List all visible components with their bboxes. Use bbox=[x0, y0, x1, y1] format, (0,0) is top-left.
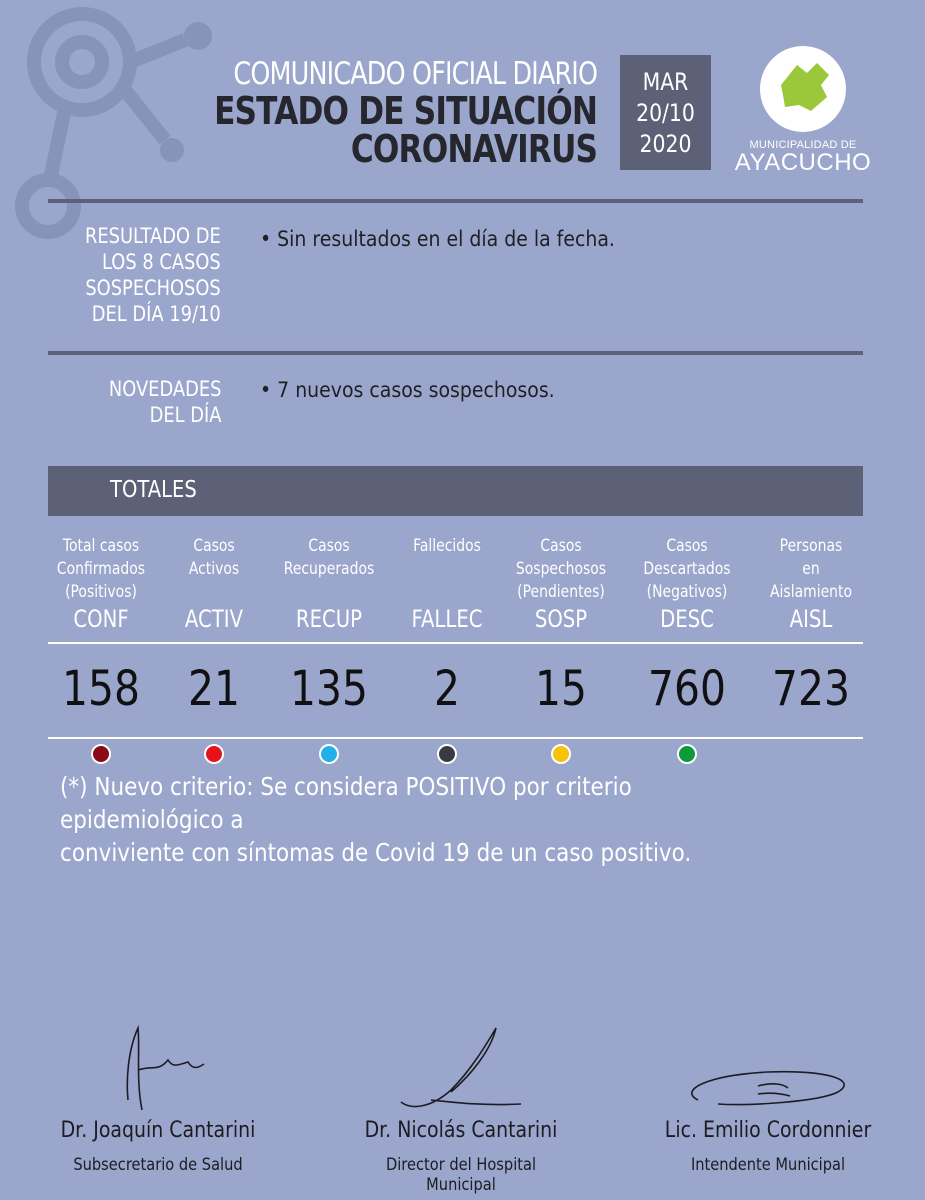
signatory-name: Dr. Joaquín Cantarini bbox=[60, 1118, 256, 1143]
date-day: MAR bbox=[642, 68, 689, 96]
signature-2 bbox=[391, 1020, 531, 1120]
signatory-role: Intendente Municipal bbox=[690, 1155, 846, 1175]
stat-value: 723 bbox=[772, 661, 850, 717]
criteria-note: (*) Nuevo criterio: Se considera POSITIVO por criterio epidemiológico a conviviente con síntomas de Covid 19 de un caso positivo. bbox=[60, 772, 692, 867]
divider bbox=[48, 737, 863, 739]
status-dot bbox=[204, 744, 224, 764]
status-dot bbox=[551, 744, 571, 764]
stat-value: 2 bbox=[434, 661, 460, 717]
divider bbox=[48, 199, 863, 203]
page-title bbox=[213, 56, 598, 171]
stat-value: 158 bbox=[62, 661, 140, 717]
title-line-3: CORONAVIRUS bbox=[350, 127, 597, 171]
status-dot bbox=[437, 744, 457, 764]
signature-1 bbox=[98, 1020, 218, 1120]
signatory-role: Subsecretario de Salud bbox=[73, 1155, 243, 1175]
date-date: 20/10 bbox=[636, 99, 695, 127]
municipality-logo bbox=[733, 45, 873, 175]
status-dot bbox=[677, 744, 697, 764]
signatory-2 bbox=[331, 1020, 591, 1195]
stat-abbreviation: RECUP bbox=[295, 605, 363, 633]
stat-abbreviation: ACTIV bbox=[184, 605, 244, 633]
date-box bbox=[620, 55, 711, 170]
stat-description: Total casos Confirmados (Positivos) bbox=[56, 536, 146, 602]
signatory-1 bbox=[28, 1020, 288, 1175]
stat-abbreviation: CONF bbox=[73, 605, 129, 633]
municipality-logo-icon bbox=[759, 45, 847, 133]
signatory-3 bbox=[638, 1020, 898, 1175]
status-dot bbox=[319, 744, 339, 764]
stat-description: Casos Sospechosos (Pendientes) bbox=[515, 536, 607, 602]
signatory-name: Dr. Nicolás Cantarini bbox=[364, 1118, 558, 1143]
divider bbox=[48, 351, 863, 355]
date-year: 2020 bbox=[639, 130, 692, 158]
stat-recup bbox=[269, 535, 389, 764]
stat-conf bbox=[41, 535, 161, 764]
stat-abbreviation: AISL bbox=[789, 605, 833, 633]
logo-text-top: MUNICIPALIDAD DE bbox=[749, 139, 857, 151]
title-line-1: COMUNICADO OFICIAL DIARIO bbox=[233, 56, 598, 92]
stat-description: Casos Activos bbox=[188, 536, 240, 579]
totals-title: TOTALES bbox=[110, 477, 197, 503]
stat-description: Fallecidos bbox=[413, 536, 481, 556]
stat-desc bbox=[627, 535, 747, 764]
divider bbox=[48, 642, 863, 644]
title-line-2: ESTADO DE SITUACIÓN bbox=[213, 89, 597, 133]
signature-3 bbox=[668, 1020, 868, 1120]
stat-aisl bbox=[751, 535, 871, 721]
stat-activ bbox=[154, 535, 274, 764]
stat-abbreviation: FALLEC bbox=[411, 605, 483, 633]
stat-sosp bbox=[501, 535, 621, 764]
stat-abbreviation: SOSP bbox=[534, 605, 588, 633]
stat-abbreviation: DESC bbox=[660, 605, 714, 633]
stat-value: 135 bbox=[290, 661, 368, 717]
signatory-name: Lic. Emilio Cordonnier bbox=[664, 1118, 872, 1143]
stat-value: 21 bbox=[188, 661, 240, 717]
section-label-news: NOVEDADES DEL DÍA bbox=[108, 377, 221, 427]
stat-value: 760 bbox=[648, 661, 726, 717]
section-label-results: RESULTADO DE LOS 8 CASOS SOSPECHOSOS DEL DÍA 19/10 bbox=[85, 224, 221, 326]
section-text-news: • 7 nuevos casos sospechosos. bbox=[260, 378, 555, 402]
stat-description: Casos Descartados (Negativos) bbox=[643, 536, 731, 602]
stat-fallec bbox=[387, 535, 507, 764]
stat-value: 15 bbox=[535, 661, 587, 717]
section-text-results: • Sin resultados en el día de la fecha. bbox=[260, 227, 615, 251]
status-dot bbox=[91, 744, 111, 764]
stat-description: Personas en Aislamiento bbox=[770, 536, 852, 602]
logo-text-bottom: AYACUCHO bbox=[734, 149, 872, 176]
stat-description: Casos Recuperados bbox=[283, 536, 375, 579]
signatory-role: Director del Hospital Municipal bbox=[385, 1155, 537, 1195]
totals-header bbox=[48, 466, 863, 516]
